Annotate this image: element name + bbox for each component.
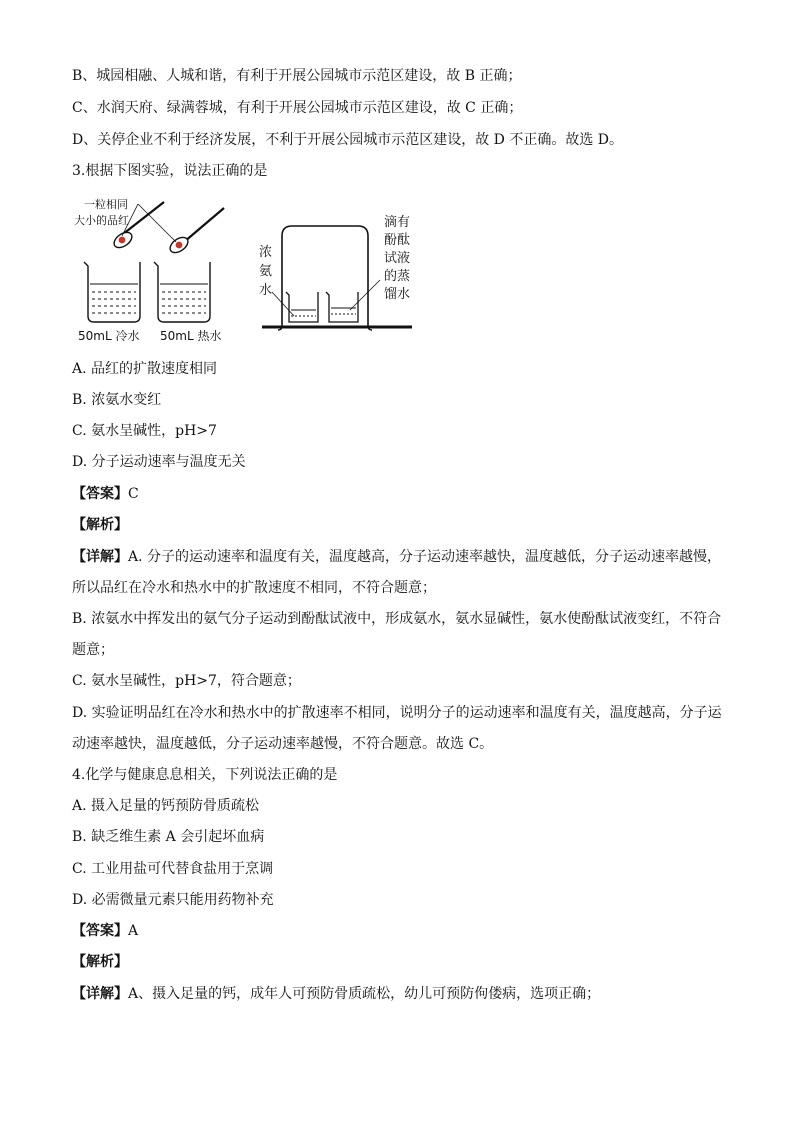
q3-detail-2: 所以品红在冷水和热水中的扩散速度不相同，不符合题意； xyxy=(72,580,436,596)
q4-answer-value: A xyxy=(128,923,139,939)
q3-analysis xyxy=(72,516,128,534)
q3-option-c: C. 氨水呈碱性，pH>7 xyxy=(72,423,217,439)
q3-answer-label: 【答案】 xyxy=(72,486,128,502)
q3-analysis-label: 【解析】 xyxy=(72,517,128,533)
q3-option-a: A. 品红的扩散速度相同 xyxy=(72,361,218,377)
q3-detail-7: 动速率越快，温度越低，分子运动速率越慢，不符合题意。故选 C。 xyxy=(72,736,494,752)
pointer-line-2 xyxy=(138,204,176,242)
text-line-b: B、城园相融、人城和谐，有利于开展公园城市示范区建设，故 B 正确； xyxy=(72,68,522,84)
label-phenol-2: 酚酞 xyxy=(384,233,411,248)
label-ammonia-1: 浓 xyxy=(259,245,273,260)
bell-jar xyxy=(282,226,368,326)
pointer-phenol xyxy=(350,280,380,310)
q4-detail-text-1: A、摄入足量的钙，成年人可预防骨质疏松，幼儿可预防佝偻病，选项正确； xyxy=(128,986,601,1002)
q4-detail-label: 【详解】 xyxy=(72,986,128,1002)
small-beaker-ammonia xyxy=(286,292,318,322)
q3-option-d: D. 分子运动速率与温度无关 xyxy=(72,454,246,470)
experiment-figure xyxy=(72,192,432,348)
q4-analysis-label: 【解析】 xyxy=(72,954,128,970)
q3-detail-4: 题意； xyxy=(72,642,114,658)
q4-option-a: A. 摄入足量的钙预防骨质疏松 xyxy=(72,798,260,814)
q4-option-b: B. 缺乏维生素 A 会引起坏血病 xyxy=(72,829,265,845)
q3-answer-value: C xyxy=(128,486,139,502)
q3-option-b: B. 浓氨水变红 xyxy=(72,392,162,408)
q4-answer-label: 【答案】 xyxy=(72,923,128,939)
q3-detail-5: C. 氨水呈碱性，pH>7，符合题意； xyxy=(72,673,301,689)
text-line-c: C、水润天府、绿满蓉城，有利于开展公园城市示范区建设，故 C 正确； xyxy=(72,100,523,116)
label-phenol-4: 的蒸 xyxy=(384,269,411,284)
q3-detail-3: B. 浓氨水中挥发出的氨气分子运动到酚酞试液中，形成氨水，氨水显碱性，氨水使酚酞试液变红，不符合 xyxy=(72,611,722,627)
pinkred-grain-right xyxy=(176,242,183,249)
pointer-ammonia xyxy=(272,292,294,316)
spoon-label-1: 一粒相同 xyxy=(84,198,128,211)
q3-answer xyxy=(72,485,139,503)
spoon-label-2: 大小的品红 xyxy=(74,214,129,227)
label-ammonia-2: 氨 xyxy=(259,264,273,279)
q4-detail-1 xyxy=(72,985,600,1003)
label-cold-water: 50mL 冷水 xyxy=(78,329,140,343)
text-line-d: D、关停企业不利于经济发展，不利于开展公园城市示范区建设，故 D 不正确。故选 D。 xyxy=(72,132,624,148)
question-3-stem: 3.根据下图实验，说法正确的是 xyxy=(72,163,268,179)
label-ammonia-3: 水 xyxy=(259,283,273,298)
q3-detail-6: D. 实验证明品红在冷水和热水中的扩散速率不相同，说明分子的运动速率和温度有关，温度越高，分子运 xyxy=(72,705,722,721)
q3-detail-1 xyxy=(72,548,721,566)
label-phenol-1: 滴有 xyxy=(384,215,411,230)
pinkred-grain-left xyxy=(119,237,126,244)
q4-option-c: C. 工业用盐可代替食盐用于烹调 xyxy=(72,861,274,877)
spoon-handle-right xyxy=(184,208,224,242)
label-hot-water: 50mL 热水 xyxy=(160,329,222,343)
label-phenol-3: 试液 xyxy=(384,251,411,266)
q3-detail-text-1: A. 分子的运动速率和温度有关，温度越高，分子运动速率越快，温度越低，分子运动速率越慢， xyxy=(128,549,722,565)
q3-detail-label: 【详解】 xyxy=(72,549,128,565)
label-phenol-5: 馏水 xyxy=(384,287,411,302)
q4-option-d: D. 必需微量元素只能用药物补充 xyxy=(72,892,274,908)
q4-analysis xyxy=(72,953,128,971)
question-4-stem: 4.化学与健康息息相关，下列说法正确的是 xyxy=(72,767,338,783)
q4-answer xyxy=(72,922,138,940)
